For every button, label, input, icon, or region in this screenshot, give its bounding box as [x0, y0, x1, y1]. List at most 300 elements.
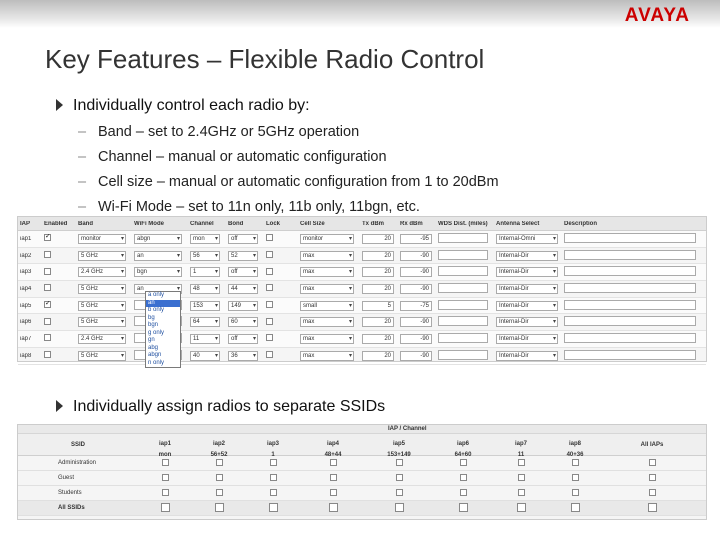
assign-cell — [300, 459, 366, 468]
wds-dist-field[interactable] — [438, 283, 488, 293]
ssid-name: Guest — [58, 475, 75, 481]
assign-cell — [548, 474, 602, 483]
assign-cell — [548, 459, 602, 468]
lock-cell — [264, 251, 298, 260]
band-cell — [76, 251, 132, 261]
antenna-select[interactable]: Internal-Dir ▾ — [496, 251, 558, 261]
column-header: Enabled — [44, 220, 68, 227]
all-ssids-checkbox[interactable] — [571, 503, 580, 512]
all-ssids-checkbox[interactable] — [648, 503, 657, 512]
tx-dbm-field[interactable]: 20 — [362, 317, 394, 327]
antenna-cell — [494, 284, 562, 294]
all-iaps-header: All IAPs — [640, 442, 664, 448]
description-field[interactable] — [564, 300, 696, 310]
iap-name: iap4 — [20, 285, 32, 292]
cell-size-select[interactable]: max ▾ — [300, 251, 354, 261]
lock-checkbox[interactable] — [266, 351, 273, 358]
all-iaps-cell — [602, 489, 702, 498]
assign-checkbox[interactable] — [518, 459, 525, 466]
assign-checkbox[interactable] — [518, 489, 525, 496]
assign-checkbox[interactable] — [396, 489, 403, 496]
lock-checkbox[interactable] — [266, 301, 273, 308]
band-cell — [76, 234, 132, 244]
cell-size-cell — [298, 317, 360, 327]
bond-cell — [226, 301, 264, 311]
antenna-select[interactable]: Internal-Dir ▾ — [496, 301, 558, 311]
assign-cell — [138, 474, 192, 483]
iap-name: iap6 — [456, 441, 469, 447]
bond-cell — [226, 351, 264, 361]
assign-cell — [432, 489, 494, 498]
dropdown-option[interactable]: gn — [148, 337, 155, 343]
bond-cell — [226, 334, 264, 344]
antenna-select[interactable]: Internal-Dir ▾ — [496, 267, 558, 277]
bond-select[interactable]: off ▾ — [228, 267, 258, 277]
antenna-cell — [494, 267, 562, 277]
iap-name: iap3 — [20, 269, 32, 276]
iap-name: iap2 — [212, 441, 225, 447]
antenna-cell — [494, 351, 562, 361]
description-field[interactable] — [564, 350, 696, 360]
all-iaps-checkbox[interactable] — [649, 459, 656, 466]
description-cell — [562, 333, 702, 345]
iap-name: iap8 — [20, 352, 32, 359]
rx-cell — [398, 351, 436, 361]
wds-dist-field[interactable] — [438, 350, 488, 360]
all-ssids-checkbox[interactable] — [517, 503, 526, 512]
iap-name: iap7 — [514, 441, 527, 447]
description-field[interactable] — [564, 233, 696, 243]
tx-cell — [360, 317, 398, 327]
wds-dist-field[interactable] — [438, 300, 488, 310]
cell-size-select[interactable]: max ▾ — [300, 351, 354, 361]
bond-select[interactable]: off ▾ — [228, 334, 258, 344]
iap-channel: 64+60 — [454, 452, 472, 458]
all-ssids-checkbox[interactable] — [269, 503, 278, 512]
assign-cell — [300, 474, 366, 483]
enabled-checkbox[interactable] — [44, 318, 51, 325]
table-row — [18, 486, 706, 501]
channel-select[interactable]: 153 ▾ — [190, 301, 220, 311]
assign-checkbox[interactable] — [162, 474, 169, 481]
enabled-checkbox[interactable] — [44, 268, 51, 275]
description-cell — [562, 350, 702, 362]
all-iaps-checkbox[interactable] — [649, 474, 656, 481]
channel-select[interactable]: 1 ▾ — [190, 267, 220, 277]
lock-cell — [264, 334, 298, 343]
table-row — [18, 348, 706, 365]
rx-cell — [398, 251, 436, 261]
wds-dist-field[interactable] — [438, 250, 488, 260]
assign-checkbox[interactable] — [330, 489, 337, 496]
column-header: IAP — [20, 220, 31, 227]
iap-name: iap3 — [266, 441, 279, 447]
iap-name: iap7 — [20, 335, 32, 342]
iap-name: iap2 — [20, 252, 32, 259]
iap-name: iap8 — [568, 441, 581, 447]
assign-checkbox[interactable] — [460, 489, 467, 496]
cell-size-select[interactable]: max ▾ — [300, 284, 354, 294]
band-cell — [76, 284, 132, 294]
bullet-arrow-icon — [56, 400, 63, 412]
assign-checkbox[interactable] — [216, 489, 223, 496]
assign-cell — [494, 474, 548, 483]
all-ssids-checkbox[interactable] — [395, 503, 404, 512]
enabled-checkbox[interactable] — [44, 284, 51, 291]
rx-dbm-field[interactable]: -75 — [400, 301, 432, 311]
sub-bullet-channel: – Channel – manual or automatic configuration — [78, 149, 387, 165]
all-ssids-checkbox[interactable] — [459, 503, 468, 512]
enabled-cell — [42, 251, 76, 260]
assign-checkbox[interactable] — [216, 474, 223, 481]
tx-cell — [360, 301, 398, 311]
bond-cell — [226, 234, 264, 244]
rx-cell — [398, 317, 436, 327]
lock-checkbox[interactable] — [266, 251, 273, 258]
column-header: Lock — [266, 220, 281, 227]
assign-checkbox[interactable] — [270, 474, 277, 481]
wds-cell — [436, 250, 494, 262]
assign-cell — [548, 489, 602, 498]
rx-cell — [398, 334, 436, 344]
slide-title: Key Features – Flexible Radio Control — [45, 44, 485, 74]
assign-checkbox[interactable] — [162, 459, 169, 466]
all-ssids-cell — [300, 503, 366, 514]
table-row — [18, 264, 706, 281]
antenna-cell — [494, 301, 562, 311]
rx-cell — [398, 301, 436, 311]
tx-dbm-field[interactable]: 20 — [362, 267, 394, 277]
dropdown-option[interactable]: an — [146, 300, 180, 308]
table-row — [18, 248, 706, 265]
tx-dbm-field[interactable]: 5 — [362, 301, 394, 311]
assign-checkbox[interactable] — [162, 489, 169, 496]
channel-cell — [188, 234, 226, 244]
tx-cell — [360, 267, 398, 277]
bullet-arrow-icon — [56, 99, 63, 111]
cell-size-select[interactable]: monitor ▾ — [300, 234, 354, 244]
tx-cell — [360, 284, 398, 294]
channel-select[interactable]: 56 ▾ — [190, 251, 220, 261]
rx-cell — [398, 234, 436, 244]
all-ssids-row — [18, 501, 706, 516]
enabled-cell — [42, 234, 76, 243]
mode-select[interactable]: an ▾ — [134, 284, 182, 294]
bond-select[interactable]: 44 ▾ — [228, 284, 258, 294]
band-select[interactable]: 5 GHz ▾ — [78, 284, 126, 294]
sub-bullet-wifi-mode: – Wi-Fi Mode – set to 11n only, 11b only, 11bgn, etc. — [78, 199, 420, 215]
assign-cell — [432, 474, 494, 483]
column-header: Channel — [190, 220, 214, 227]
assign-checkbox[interactable] — [572, 489, 579, 496]
mode-select[interactable]: abgn ▾ — [134, 234, 182, 244]
iap-channel: 11 — [517, 452, 525, 458]
band-cell — [76, 301, 132, 311]
dropdown-option[interactable]: a only — [148, 292, 165, 298]
tx-dbm-field[interactable]: 20 — [362, 251, 394, 261]
cell-size-cell — [298, 301, 360, 311]
description-field[interactable] — [564, 333, 696, 343]
iap-column-header — [300, 434, 366, 458]
lock-checkbox[interactable] — [266, 268, 273, 275]
assign-cell — [192, 474, 246, 483]
wds-dist-field[interactable] — [438, 266, 488, 276]
description-field[interactable] — [564, 250, 696, 260]
antenna-select[interactable]: Internal-Dir ▾ — [496, 351, 558, 361]
assign-cell — [366, 474, 432, 483]
assign-cell — [246, 474, 300, 483]
mode-cell — [132, 267, 188, 277]
assign-checkbox[interactable] — [330, 459, 337, 466]
band-cell — [76, 267, 132, 277]
wds-dist-field[interactable] — [438, 316, 488, 326]
band-cell — [76, 334, 132, 344]
channel-select[interactable]: 11 ▾ — [190, 334, 220, 344]
assign-cell — [366, 489, 432, 498]
assign-cell — [366, 459, 432, 468]
channel-cell — [188, 351, 226, 361]
rx-dbm-field[interactable]: -90 — [400, 251, 432, 261]
dropdown-option[interactable]: n only — [148, 359, 165, 366]
antenna-select[interactable]: Internal-Dir ▾ — [496, 317, 558, 327]
all-ssids-label: All SSIDs — [58, 505, 85, 511]
ssid-column-header: SSID — [70, 442, 85, 448]
assign-cell — [432, 459, 494, 468]
column-header: WDS Dist. (miles) — [438, 220, 488, 227]
band-select[interactable]: 5 GHz ▾ — [78, 351, 126, 361]
assign-checkbox[interactable] — [216, 459, 223, 466]
wds-cell — [436, 300, 494, 312]
wds-cell — [436, 283, 494, 295]
bond-select[interactable]: 52 ▾ — [228, 251, 258, 261]
tx-cell — [360, 334, 398, 344]
wds-cell — [436, 233, 494, 245]
enabled-checkbox[interactable] — [44, 234, 51, 241]
cell-size-cell — [298, 251, 360, 261]
iap-name: iap1 — [20, 235, 32, 242]
band-select[interactable]: 2.4 GHz ▾ — [78, 267, 126, 277]
channel-cell — [188, 251, 226, 261]
iap-column-header — [432, 434, 494, 458]
lock-cell — [264, 234, 298, 243]
assign-checkbox[interactable] — [330, 474, 337, 481]
lock-checkbox[interactable] — [266, 284, 273, 291]
wds-cell — [436, 266, 494, 278]
band-select[interactable]: 5 GHz ▾ — [78, 251, 126, 261]
band-cell — [76, 351, 132, 361]
lock-checkbox[interactable] — [266, 334, 273, 341]
all-ssids-cell — [138, 503, 192, 514]
iap-channel: 48+44 — [324, 452, 342, 458]
assign-cell — [138, 459, 192, 468]
assign-cell — [494, 489, 548, 498]
assign-cell — [192, 459, 246, 468]
rx-dbm-field[interactable]: -90 — [400, 267, 432, 277]
enabled-cell — [42, 351, 76, 360]
wifi-mode-dropdown-list[interactable] — [145, 291, 181, 368]
cell-size-select[interactable]: max ▾ — [300, 334, 354, 344]
rx-dbm-field[interactable]: -95 — [400, 234, 432, 244]
bond-select[interactable]: off ▾ — [228, 234, 258, 244]
bond-cell — [226, 317, 264, 327]
enabled-checkbox[interactable] — [44, 251, 51, 258]
dropdown-option[interactable]: b only — [148, 307, 165, 313]
bond-select[interactable]: 60 ▾ — [228, 317, 258, 327]
description-field[interactable] — [564, 316, 696, 326]
antenna-cell — [494, 317, 562, 327]
assign-checkbox[interactable] — [572, 459, 579, 466]
tx-dbm-field[interactable]: 20 — [362, 334, 394, 344]
rx-dbm-field[interactable]: -90 — [400, 317, 432, 327]
iap-name: iap5 — [20, 302, 32, 309]
description-field[interactable] — [564, 283, 696, 293]
dropdown-option[interactable]: abg — [148, 344, 159, 351]
antenna-cell — [494, 251, 562, 261]
dropdown-option[interactable]: abgn — [148, 352, 162, 358]
description-cell — [562, 300, 702, 312]
mode-select[interactable]: bgn ▾ — [134, 267, 182, 277]
iap-channel: 56+52 — [210, 452, 228, 458]
column-header: Rx dBm — [400, 220, 423, 227]
description-cell — [562, 266, 702, 278]
bond-select[interactable]: 36 ▾ — [228, 351, 258, 361]
assign-checkbox[interactable] — [396, 459, 403, 466]
assign-checkbox[interactable] — [270, 489, 277, 496]
channel-select[interactable]: 48 ▾ — [190, 284, 220, 294]
tx-dbm-field[interactable]: 20 — [362, 234, 394, 244]
tx-dbm-field[interactable]: 20 — [362, 284, 394, 294]
lock-cell — [264, 318, 298, 327]
top-banner — [0, 0, 720, 28]
wds-cell — [436, 333, 494, 345]
tx-cell — [360, 234, 398, 244]
tx-cell — [360, 251, 398, 261]
all-iaps-cell — [602, 474, 702, 483]
cell-size-select[interactable]: max ▾ — [300, 317, 354, 327]
iap-name: iap4 — [326, 441, 339, 447]
rx-dbm-field[interactable]: -90 — [400, 351, 432, 361]
dropdown-option[interactable]: bg — [148, 314, 155, 321]
radio-table-header — [18, 217, 706, 231]
channel-cell — [188, 334, 226, 344]
wds-dist-field[interactable] — [438, 333, 488, 343]
table-row — [18, 281, 706, 298]
rx-dbm-field[interactable]: -90 — [400, 334, 432, 344]
rx-dbm-field[interactable]: -90 — [400, 284, 432, 294]
table-row — [18, 231, 706, 248]
all-iaps-checkbox[interactable] — [649, 489, 656, 496]
channel-select[interactable]: 64 ▾ — [190, 317, 220, 327]
bullet-radio-control: Individually control each radio by: — [56, 97, 310, 115]
assign-checkbox[interactable] — [270, 459, 277, 466]
all-ssids-cell — [602, 503, 702, 514]
assign-cell — [192, 489, 246, 498]
cell-size-cell — [298, 267, 360, 277]
channel-cell — [188, 301, 226, 311]
ssid-table-header — [18, 434, 706, 456]
channel-select[interactable]: mon ▾ — [190, 234, 220, 244]
antenna-select[interactable]: Internal-Dir ▾ — [496, 284, 558, 294]
band-select[interactable]: 5 GHz ▾ — [78, 317, 126, 327]
all-ssids-cell — [366, 503, 432, 514]
band-select[interactable]: 2.4 GHz ▾ — [78, 334, 126, 344]
description-cell — [562, 250, 702, 262]
antenna-select[interactable]: Internal-Dir ▾ — [496, 334, 558, 344]
all-ssids-checkbox[interactable] — [161, 503, 170, 512]
assign-checkbox[interactable] — [572, 474, 579, 481]
assign-checkbox[interactable] — [460, 474, 467, 481]
wds-dist-field[interactable] — [438, 233, 488, 243]
cell-size-select[interactable]: small ▾ — [300, 301, 354, 311]
lock-cell — [264, 351, 298, 360]
table-row — [18, 331, 706, 348]
iap-column-header — [366, 434, 432, 458]
mode-select[interactable]: an ▾ — [134, 251, 182, 261]
avaya-logo: AVAYA — [624, 5, 690, 26]
dropdown-option[interactable]: bgn — [148, 322, 159, 328]
lock-checkbox[interactable] — [266, 234, 273, 241]
lock-cell — [264, 268, 298, 277]
enabled-checkbox[interactable] — [44, 351, 51, 358]
band-cell — [76, 317, 132, 327]
enabled-checkbox[interactable] — [44, 334, 51, 341]
cell-size-cell — [298, 234, 360, 244]
lock-checkbox[interactable] — [266, 318, 273, 325]
ssid-name: Administration — [58, 460, 97, 466]
band-select[interactable]: monitor ▾ — [78, 234, 126, 244]
dropdown-option[interactable]: g only — [148, 329, 165, 336]
radio-config-table — [17, 216, 707, 366]
column-header: Description — [564, 220, 598, 227]
description-cell — [562, 233, 702, 245]
all-ssids-cell — [548, 503, 602, 514]
cell-size-cell — [298, 284, 360, 294]
iap-name: iap5 — [392, 441, 405, 447]
assign-checkbox[interactable] — [460, 459, 467, 466]
assign-cell — [246, 459, 300, 468]
column-header: Bond — [228, 220, 244, 227]
wds-cell — [436, 316, 494, 328]
iap-channel: 153+149 — [387, 452, 411, 458]
iap-channel-header: IAP / Channel — [18, 425, 706, 434]
enabled-checkbox[interactable] — [44, 301, 51, 308]
assign-checkbox[interactable] — [518, 474, 525, 481]
band-select[interactable]: 5 GHz ▾ — [78, 301, 126, 311]
bond-cell — [226, 267, 264, 277]
all-ssids-cell — [494, 503, 548, 514]
cell-size-select[interactable]: max ▾ — [300, 267, 354, 277]
tx-dbm-field[interactable]: 20 — [362, 351, 394, 361]
table-row — [18, 456, 706, 471]
lock-cell — [264, 301, 298, 310]
bond-select[interactable]: 149 ▾ — [228, 301, 258, 311]
all-ssids-checkbox[interactable] — [329, 503, 338, 512]
enabled-cell — [42, 284, 76, 293]
all-ssids-checkbox[interactable] — [215, 503, 224, 512]
channel-cell — [188, 267, 226, 277]
enabled-cell — [42, 268, 76, 277]
wds-cell — [436, 350, 494, 362]
description-field[interactable] — [564, 266, 696, 276]
channel-select[interactable]: 40 ▾ — [190, 351, 220, 361]
column-header: Band — [78, 220, 93, 227]
cell-size-cell — [298, 334, 360, 344]
assign-checkbox[interactable] — [396, 474, 403, 481]
iap-column-header — [548, 434, 602, 458]
antenna-select[interactable]: Internal-Omni ▾ — [496, 234, 558, 244]
lock-cell — [264, 284, 298, 293]
ssid-assignment-table — [17, 424, 707, 520]
